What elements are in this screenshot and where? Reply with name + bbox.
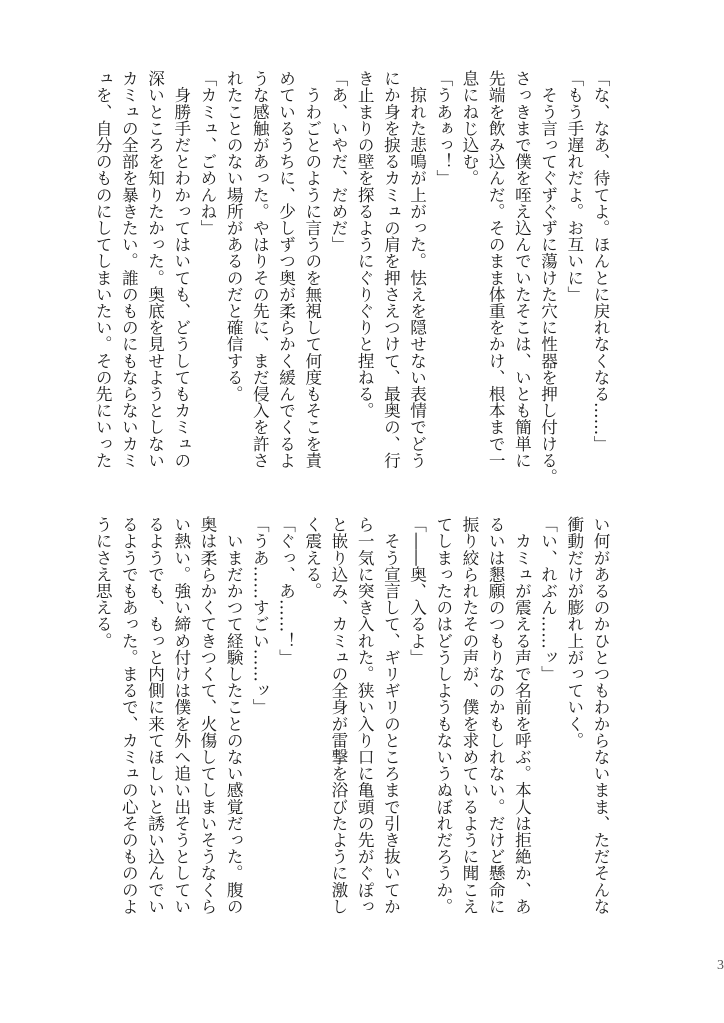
text-column: い何があるのかひとつもわからないまま、ただそんな [591, 516, 610, 915]
text-column: 「カミュ、ごめんね」 [197, 70, 217, 236]
text-column: にか身を捩るカミュの肩を押さえつけて、最奥の、行 [381, 70, 401, 469]
text-column: い熱い。強い締め付けは僕を外へ追い出そうとしてい [171, 516, 191, 915]
text-column: いまだかつて経験したことのない感覚だった。腹の [224, 516, 244, 915]
text-column: 「うあぁっ！」 [433, 70, 453, 187]
text-column: ら一気に突き入れた。狭い入り口に亀頭の先がぐぽっ [355, 516, 375, 915]
text-column: 「な、なあ、待てよ。ほんとに戻れなくなる……」 [591, 70, 610, 452]
text-column: 深いところを知りたかった。奥底を見せようとしない [145, 70, 165, 469]
text-column: れたことのない場所があるのだと確信する。 [224, 70, 244, 402]
text-column: 「もう手遅れだよ。お互いに」 [564, 70, 584, 303]
text-column: そう言ってぐずぐずに蕩けた穴に性器を押し付ける。 [538, 70, 558, 485]
text-column: るいは懇願のつもりなのかもしれない。だけど懸命に [486, 516, 506, 915]
page-number: 3 [717, 958, 724, 973]
text-column: 「い、れぶん……ッ」 [538, 516, 558, 682]
text-column: カミュが震える声で名前を呼ぶ。本人は拒絶か、あ [512, 516, 532, 915]
text-column: るようでも、もっと内側に来てほしいと誘い込んでい [145, 516, 165, 915]
text-column: と嵌り込み、カミュの全身が雷撃を浴びたように激し [328, 516, 348, 915]
text-column: く震える。 [302, 516, 322, 599]
bottom-text-block [89, 516, 613, 920]
text-column: 息にねじ込む。 [459, 70, 479, 187]
text-column: さっきまで僕を咥え込んでいたそこは、いとも簡単に [512, 70, 532, 469]
text-column: めているうちに、少しずつ奥が柔らかく緩んでくるよ [276, 70, 296, 469]
text-column: 身勝手だとわかってはいても、どうしてもカミュの [171, 70, 191, 469]
text-column: カミュの全部を暴きたい。誰のものにもならないカミ [119, 70, 139, 469]
text-column: 「ぐっ、あ……！」 [276, 516, 296, 666]
text-column: 「うあ……すごい……ッ」 [250, 516, 270, 716]
text-column: ュを、自分のものにしてしまいたい。その先にいった [93, 70, 113, 469]
text-column: てしまったのはどうしようもないうぬぼれだろうか。 [433, 516, 453, 915]
text-column: 「――奥、入るよ」 [407, 516, 427, 666]
top-text-block [89, 70, 613, 485]
text-column: うな感触があった。やはりその先に、まだ侵入を許さ [250, 70, 270, 469]
text-column: 先端を飲み込んだ。そのまま体重をかけ、根本まで一 [486, 70, 506, 469]
text-column: 掠れた悲鳴が上がった。怯えを隠せない表情でどう [407, 70, 427, 469]
text-column: 「あ、いやだ、だめだ」 [328, 70, 348, 253]
text-column: 振り絞られたその声が、僕を求めているように聞こえ [459, 516, 479, 915]
text-column: うにさえ思える。 [93, 516, 113, 649]
text-column: 奥は柔らかくてきつくて、火傷してしまいそうなくら [197, 516, 217, 915]
text-column: 衝動だけが膨れ上がっていく。 [564, 516, 584, 749]
text-column: き止まりの壁を探るようにぐりぐりと捏ねる。 [355, 70, 375, 419]
text-column: そう宣言して、ギリギリのところまで引き抜いてか [381, 516, 401, 915]
text-column: るようでもあった。まるで、カミュの心そのもののよ [119, 516, 139, 915]
text-column: うわごとのように言うのを無視して何度もそこを責 [302, 70, 322, 469]
